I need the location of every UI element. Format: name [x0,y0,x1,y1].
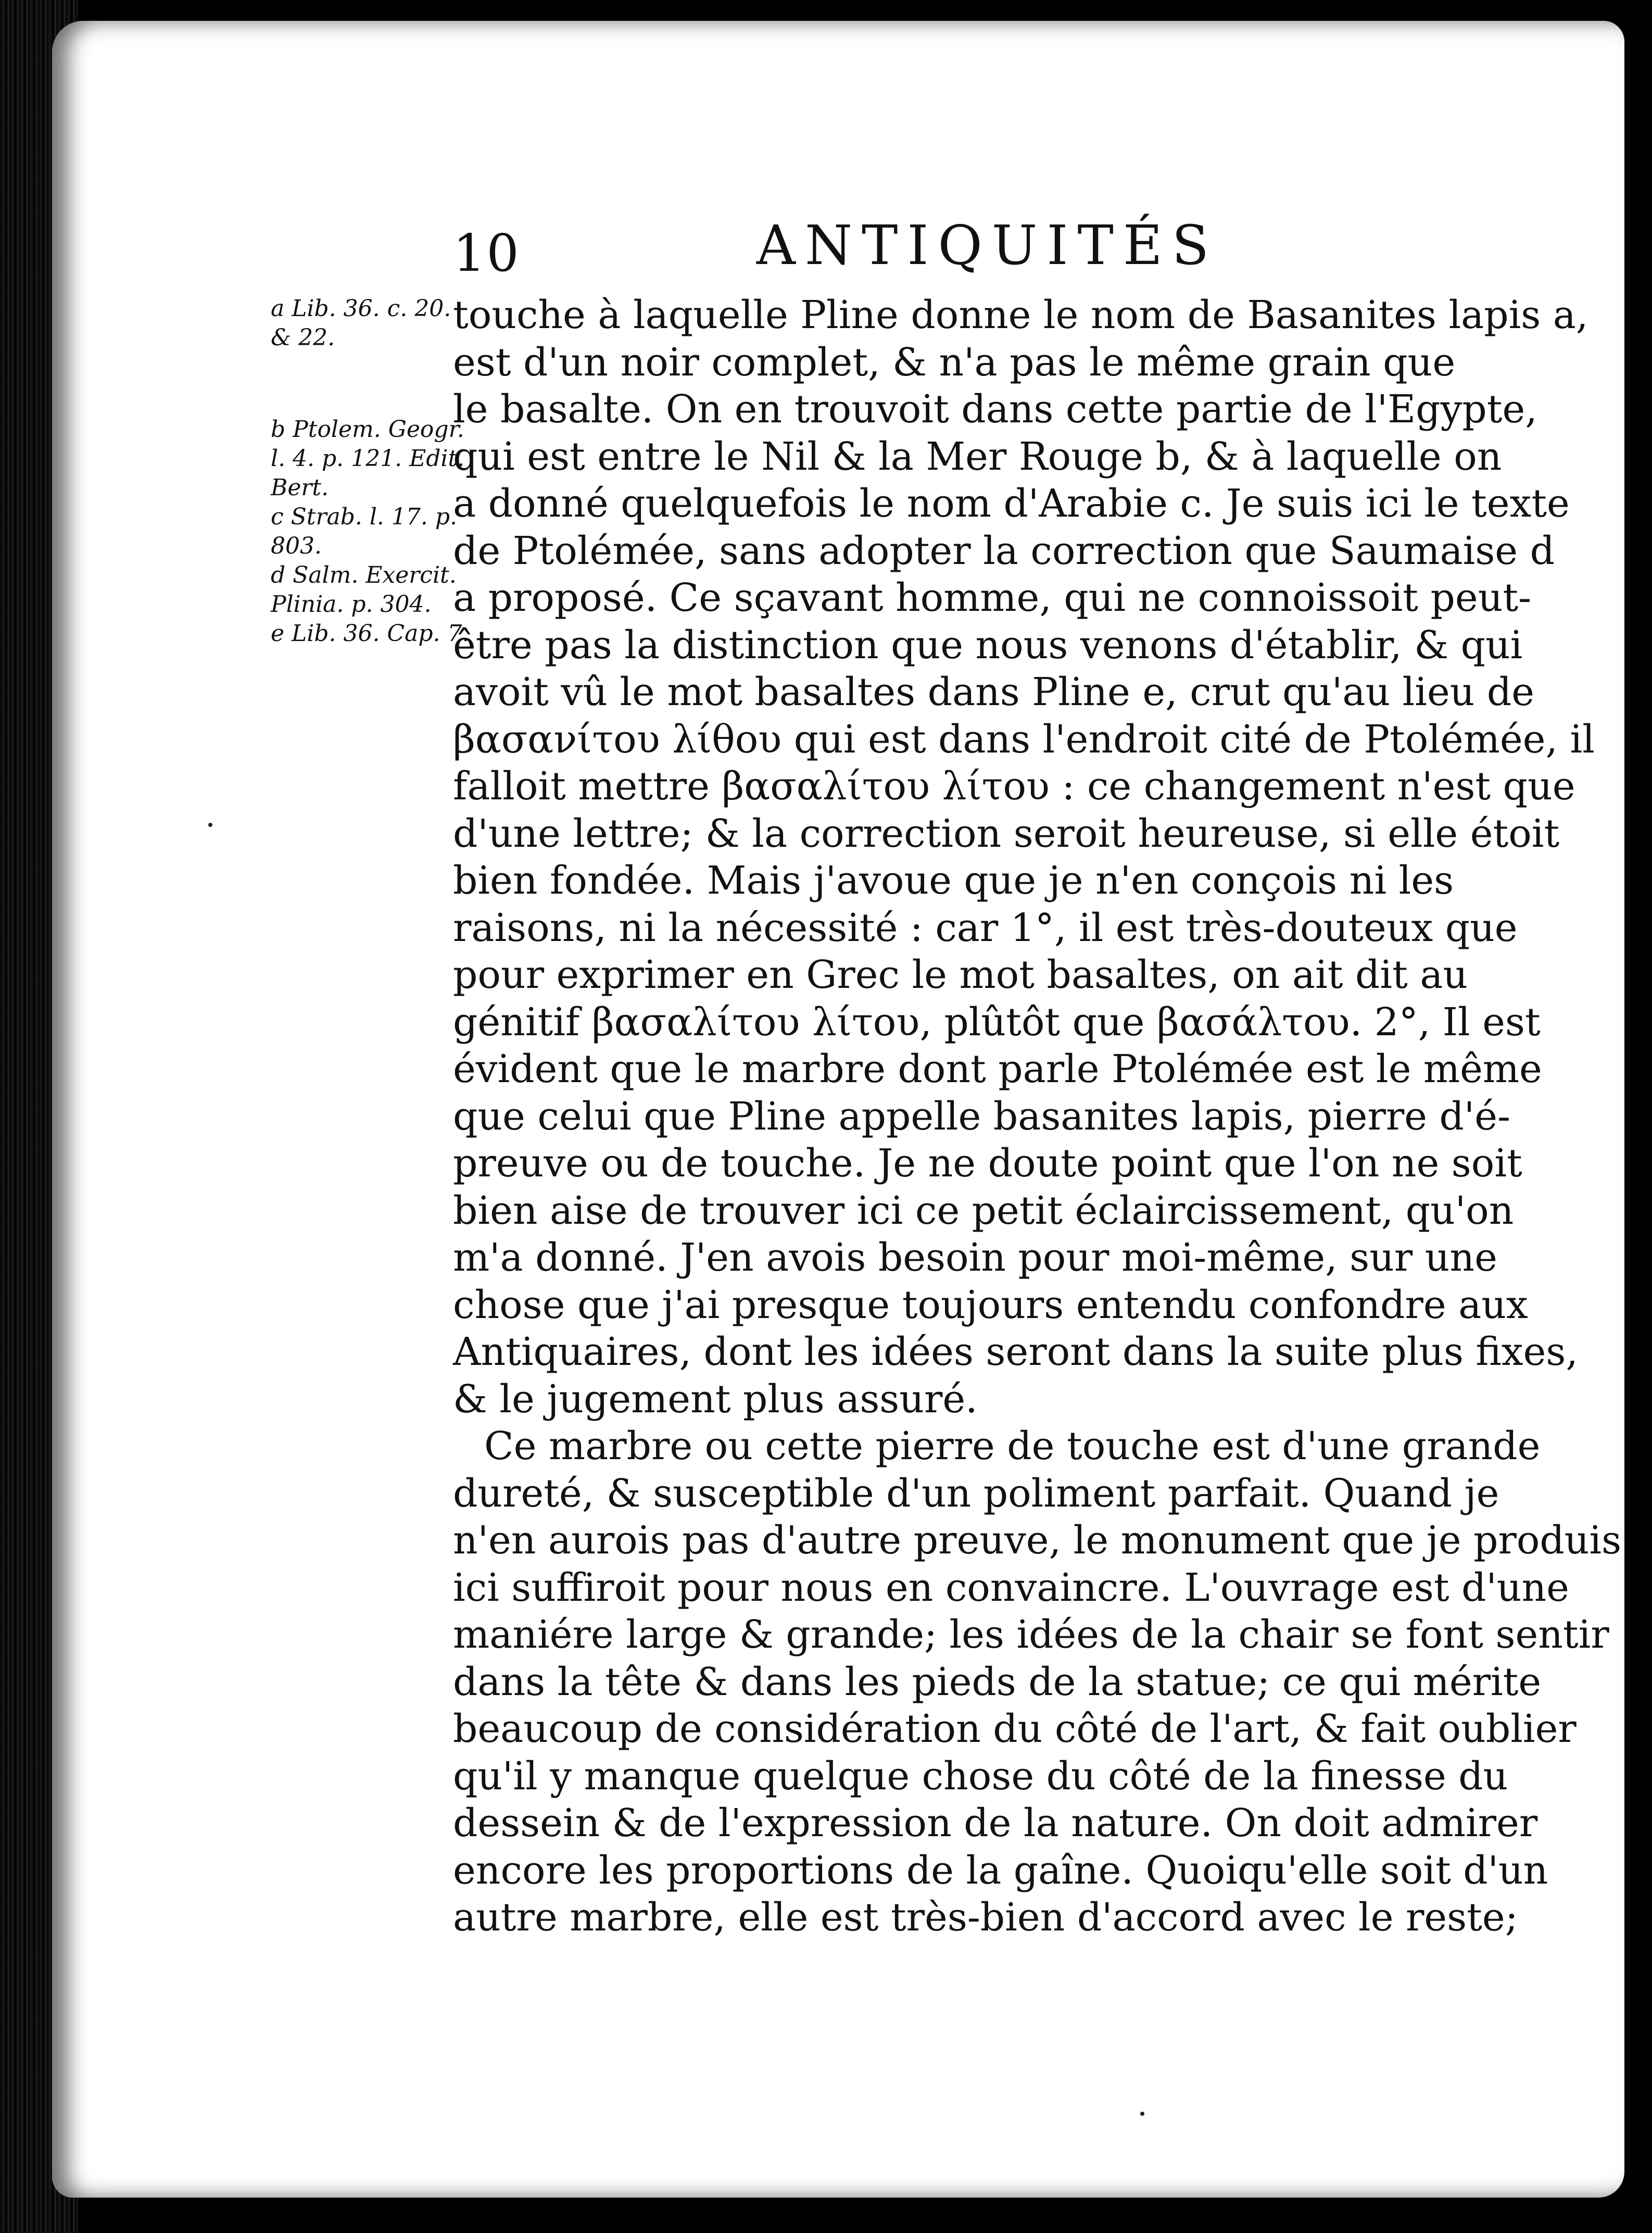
text-line: bien aise de trouver ici ce petit éclaircissement, qu'on [453,1188,1514,1233]
margin-note: & 22. [271,324,335,351]
text-line: ici suffiroit pour nous en convaincre. L'ouvrage est d'une [453,1565,1569,1610]
margin-note: l. 4. p. 121. Edit. [271,445,465,472]
text-line: βασανίτου λίθου qui est dans l'endroit cité de Ptolémée, il [453,717,1595,762]
text-line: Ce marbre ou cette pierre de touche est d'une grande [484,1424,1541,1469]
margin-note: a Lib. 36. c. 20. [271,295,451,322]
text-line: pour exprimer en Grec le mot basaltes, on ait dit au [453,952,1468,997]
text-line: dans la tête & dans les pieds de la statue; ce qui mérite [453,1659,1542,1704]
text-line: maniére large & grande; les idées de la chair se font sentir [453,1612,1609,1657]
text-line: être pas la distinction que nous venons d'établir, & qui [453,622,1523,668]
text-line: de Ptolémée, sans adopter la correction que Saumaise d [453,528,1555,573]
text-line: m'a donné. J'en avois besoin pour moi-même, sur une [453,1235,1497,1280]
text-line: le basalte. On en trouvoit dans cette partie de l'Egypte, [453,387,1537,432]
text-line: est d'un noir complet, & n'a pas le même grain que [453,340,1456,385]
page-header [453,214,1218,292]
ink-speck [208,823,212,827]
ink-speck [1140,2112,1144,2116]
body-text [453,292,1622,1941]
text-line: touche à laquelle Pline donne le nom de Basanites lapis a, [453,293,1588,337]
text-line: raisons, ni la nécessité : car 1°, il est très-douteux que [453,905,1518,950]
text-line: Antiquaires, dont les idées seront dans la suite plus fixes, [453,1329,1578,1374]
text-line: falloit mettre βασαλίτου λίτου : ce changement n'est que [453,764,1575,809]
margin-note: 803. [271,533,322,559]
text-line: évident que le marbre dont parle Ptolémée est le même [453,1047,1542,1092]
text-line: chose que j'ai presque toujours entendu confondre aux [453,1282,1528,1327]
text-line: preuve ou de touche. Je ne doute point que l'on ne soit [453,1141,1522,1186]
page-number: 10 [453,224,520,283]
running-title: ANTIQUITÉS [756,214,1218,277]
text-line: dureté, & susceptible d'un poliment parfait. Quand je [453,1471,1499,1516]
margin-note: c Strab. l. 17. p. [271,504,458,530]
text-line: dessein & de l'expression de la nature. On doit admirer [453,1801,1538,1846]
text-line: avoit vû le mot basaltes dans Pline e, crut qu'au lieu de [453,670,1535,714]
margin-note: Plinia. p. 304. [271,591,432,618]
margin-note: b Ptolem. Geogr. [271,416,464,443]
text-line: qu'il y manque quelque chose du côté de la finesse du [453,1753,1508,1799]
margin-note: e Lib. 36. Cap. 7. [271,620,470,647]
text-line: que celui que Pline appelle basanites lapis, pierre d'é- [453,1094,1511,1139]
text-line: qui est entre le Nil & la Mer Rouge b, & à laquelle on [453,434,1502,479]
text-line: autre marbre, elle est très-bien d'accord avec le reste; [453,1895,1518,1940]
text-line: d'une lettre; & la correction seroit heureuse, si elle étoit [453,811,1560,856]
margin-note: Bert. [271,474,329,501]
text-line: encore les proportions de la gaîne. Quoiqu'elle soit d'un [453,1848,1548,1893]
text-line: a proposé. Ce sçavant homme, qui ne connoissoit peut- [453,575,1532,620]
margin-note: d Salm. Exercit. [271,562,457,588]
text-line: bien fondée. Mais j'avoue que je n'en conçois ni les [453,858,1454,903]
text-line: n'en aurois pas d'autre preuve, le monument que je produis [453,1518,1622,1563]
text-line: & le jugement plus assuré. [453,1376,978,1422]
text-line: génitif βασαλίτου λίτου, plûtôt que βασάλτου. 2°, Il est [453,999,1541,1045]
text-line: a donné quelquefois le nom d'Arabie c. Je suis ici le texte [453,481,1570,526]
text-line: beaucoup de considération du côté de l'art, & fait oublier [453,1707,1577,1751]
